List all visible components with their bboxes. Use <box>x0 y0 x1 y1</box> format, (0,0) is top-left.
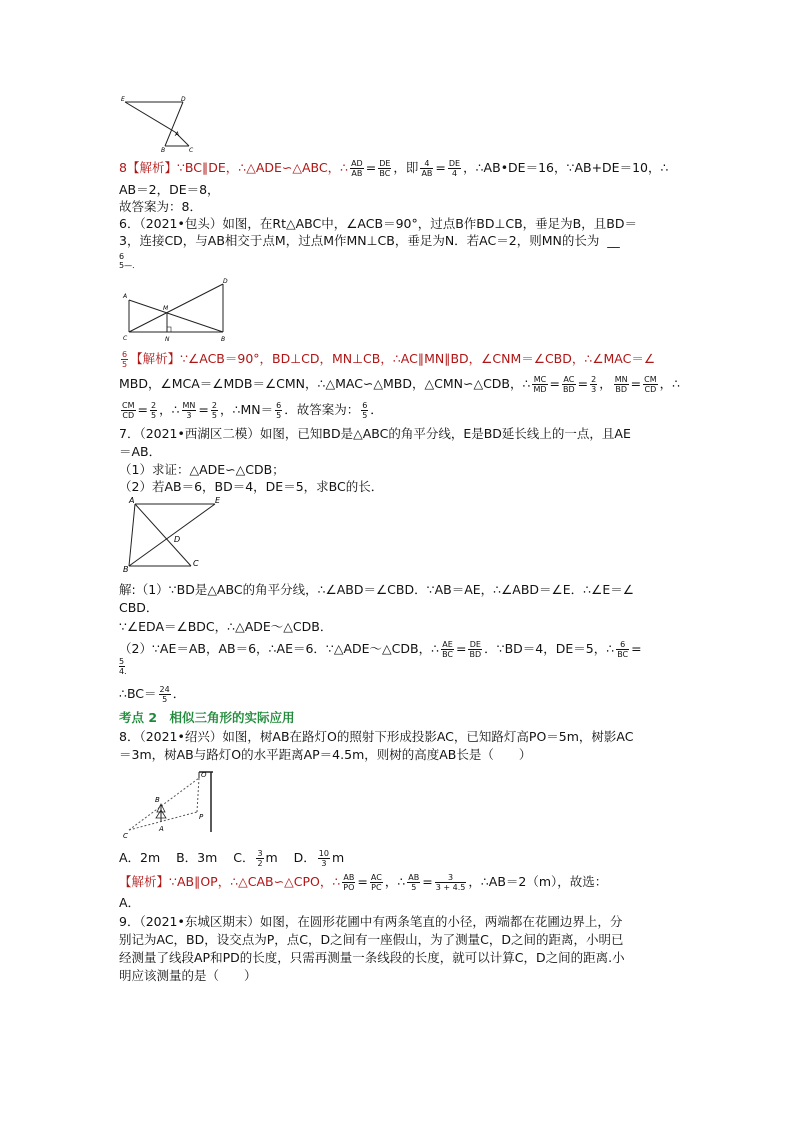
q7-part-2: （2）若AB＝6，BD＝4，DE＝5，求BC的长． <box>119 479 384 494</box>
svg-text:E: E <box>121 96 125 103</box>
fraction: $\frac{3}{3 + 4.5}$ <box>435 873 466 892</box>
svg-text:C: C <box>193 559 199 568</box>
fraction: $\frac{AB}{PO}$ <box>343 873 355 892</box>
fraction: $\frac{AB}{5}$ <box>408 873 420 892</box>
q7-solution-line-4: （2）∵AE＝AB，AB＝6，∴AE＝6．∵△ADE～△CDB，∴ $\frac{AE}{BC}$ = $\frac{DE}{BD}$ ．∵BD＝4，DE＝5，∴ $\frac{6}{BC}$ = <box>119 640 642 659</box>
prev-answer-line: 故答案为：8． <box>119 199 202 214</box>
fraction: $\frac{6}{BC}$ <box>617 640 629 659</box>
fraction: $\frac{DE}{4}$ <box>448 159 461 178</box>
q8-solution-line: 【解析】∵AB∥OP，∴△CAB∽△CPO，∴ $\frac{AB}{PO}$ = $\frac{AC}{PC}$ ，∴ $\frac{AB}{5}$ = $\frac{3}{3 + 4.5}$ ，∴AB＝2（m），故选： <box>119 873 608 892</box>
q6-solution-line-1: $\frac{6}{5}$ 【解析】∵∠ACB＝90°，BD⊥CD，MN⊥CB，∴AC∥MN∥BD，∠CNM＝∠CBD，∴∠MAC＝∠ <box>122 350 656 369</box>
svg-text:B: B <box>123 565 129 572</box>
svg-text:M: M <box>163 305 169 312</box>
q8-options <box>119 848 344 868</box>
svg-text:C: C <box>123 832 128 840</box>
fraction: $\frac{CM}{CD}$ <box>644 375 657 394</box>
q7-line-1: 7．（2021•西湖区二模）如图，已知BD是△ABC的角平分线，E是BD延长线上的一点，且AE <box>119 426 631 441</box>
svg-text:B: B <box>161 147 166 154</box>
q7-solution-line-1: 解:（1）∵BD是△ABC的角平分线，∴∠ABD＝∠CBD．∵AB＝AE，∴∠ABD＝∠E．∴∠E＝∠ <box>119 582 634 597</box>
svg-text:E: E <box>215 496 221 505</box>
q7-part-1: （1）求证：△ADE∽△CDB； <box>119 462 285 477</box>
q8-line-1: 8．（2021•绍兴）如图，树AB在路灯O的照射下形成投影AC，已知路灯高PO＝5m，树影AC <box>119 729 634 744</box>
q6-solution-line-2: MBD，∠MCA＝∠MDB＝∠CMN，∴△MAC∽△MBD，△CMN∽△CDB，∴ $\frac{MC}{MD}$ = $\frac{AC}{BD}$ = $\frac{2}{3}$ ， $\frac{MN}{BD}$ = $\frac{CM}{CD}$ ，∴ <box>119 375 681 394</box>
figure-triangles-ede <box>119 94 209 154</box>
option-c[interactable]: C． $\frac{3}{2}$ m <box>233 849 278 868</box>
q9-line-3: 经测量了线段AP和PD的长度，只需再测量一条线段的长度，就可以计算C，D之间的距离.小 <box>119 950 625 965</box>
q7-fraction-stack: 5 4． <box>119 657 133 676</box>
figure-q6 <box>119 276 231 344</box>
figure-q7 <box>119 494 231 572</box>
fraction: $\frac{2}{5}$ <box>150 401 157 420</box>
svg-text:A: A <box>123 293 128 300</box>
fraction: $\frac{MN}{3}$ <box>182 401 196 420</box>
option-b[interactable]: B．3m <box>176 850 218 865</box>
svg-text:B: B <box>155 796 160 804</box>
fraction: $\frac{2}{3}$ <box>591 375 597 394</box>
q6-blank-answer: 6 5—． <box>119 252 141 270</box>
option-d[interactable]: D． $\frac{10}{3}$ m <box>293 849 345 868</box>
option-a[interactable]: A．2m <box>119 850 161 865</box>
svg-text:A: A <box>159 825 164 833</box>
prev-solution-line-2: AB＝2，DE＝8， <box>119 182 220 197</box>
fraction: $\frac{MC}{MD}$ <box>533 375 547 394</box>
solution-text: 8【解析】∵BC∥DE，∴△ADE∽△ABC，∴ <box>119 160 349 175</box>
fraction: $\frac{4}{AB}$ <box>421 159 433 178</box>
svg-text:D: D <box>174 535 181 544</box>
svg-text:A: A <box>175 131 180 138</box>
svg-text:C: C <box>189 147 194 154</box>
svg-text:D: D <box>181 96 186 103</box>
figure-q8 <box>119 764 223 842</box>
q7-solution-line-2: CBD． <box>119 600 159 615</box>
svg-text:B: B <box>221 336 226 343</box>
q6-line-2: 3，连接CD，与AB相交于点M，过点M作MN⊥CB，垂足为N．若AC＝2，则MN的长为 __ <box>119 233 620 248</box>
fraction: $\frac{6}{5}$ <box>122 350 128 369</box>
fraction: $\frac{DE}{BC}$ <box>379 159 391 178</box>
q7-solution-line-3: ∵∠EDA＝∠BDC，∴△ADE～△CDB． <box>119 619 333 634</box>
fraction: $\frac{AD}{AB}$ <box>351 159 363 178</box>
q9-line-2: 别记为AC，BD，设交点为P，点C，D之间有一座假山，为了测量C，D之间的距离，小明已 <box>119 932 624 947</box>
prev-solution-line-1: 8【解析】∵BC∥DE，∴△ADE∽△ABC，∴ $\frac{AD}{AB}$ = $\frac{DE}{BC}$ ，即 $\frac{4}{AB}$ = $\frac{DE}{4}$ ，∴AB•DE＝16，∵AB+DE＝10，∴ <box>119 159 669 178</box>
fraction: $\frac{MN}{BD}$ <box>614 375 628 394</box>
fraction: $\frac{AC}{BD}$ <box>563 375 575 394</box>
fraction: $\frac{6}{5}$ <box>276 401 282 420</box>
q9-line-1: 9．（2021•东城区期末）如图，在圆形花圃中有两条笔直的小径，两端都在花圃边界上，分 <box>119 914 623 929</box>
q7-line-2: ＝AB． <box>119 444 162 459</box>
q7-answer-line: ∴BC＝ $\frac{24}{5}$ ． <box>119 685 186 704</box>
q8-line-2: ＝3m，树AB与路灯O的水平距离AP＝4.5m，则树的高度AB长是（ ） <box>119 747 532 762</box>
svg-text:N: N <box>165 336 170 343</box>
q6-solution-line-3: $\frac{CM}{CD}$ = $\frac{2}{5}$ ，∴ $\frac{MN}{3}$ = $\frac{2}{5}$ ，∴MN＝ $\frac{6}{5}$ ．故答案为： $\frac{6}{5}$ ． <box>122 401 383 420</box>
fraction: $\frac{DE}{BD}$ <box>469 640 482 659</box>
q9-line-4: 明应该测量的是（ ） <box>119 968 257 983</box>
fraction: $\frac{AC}{PC}$ <box>370 873 382 892</box>
fraction: $\frac{AE}{BC}$ <box>442 640 453 659</box>
svg-text:C: C <box>123 335 128 342</box>
fraction: $\frac{24}{5}$ <box>159 685 170 704</box>
q6-line-1: 6．（2021•包头）如图，在Rt△ABC中，∠ACB＝90°，过点B作BD⊥CB，垂足为B，且BD＝ <box>119 216 637 231</box>
svg-text:A: A <box>129 496 135 505</box>
section-heading: 考点 2 相似三角形的实际应用 <box>119 710 295 725</box>
svg-text:P: P <box>199 813 204 821</box>
fraction: $\frac{CM}{CD}$ <box>122 401 135 420</box>
svg-text:O: O <box>201 771 207 779</box>
svg-text:D: D <box>223 278 228 285</box>
fraction: $\frac{2}{5}$ <box>211 401 217 420</box>
fraction: $\frac{6}{5}$ <box>362 401 368 420</box>
q8-final-answer: A． <box>119 895 141 910</box>
